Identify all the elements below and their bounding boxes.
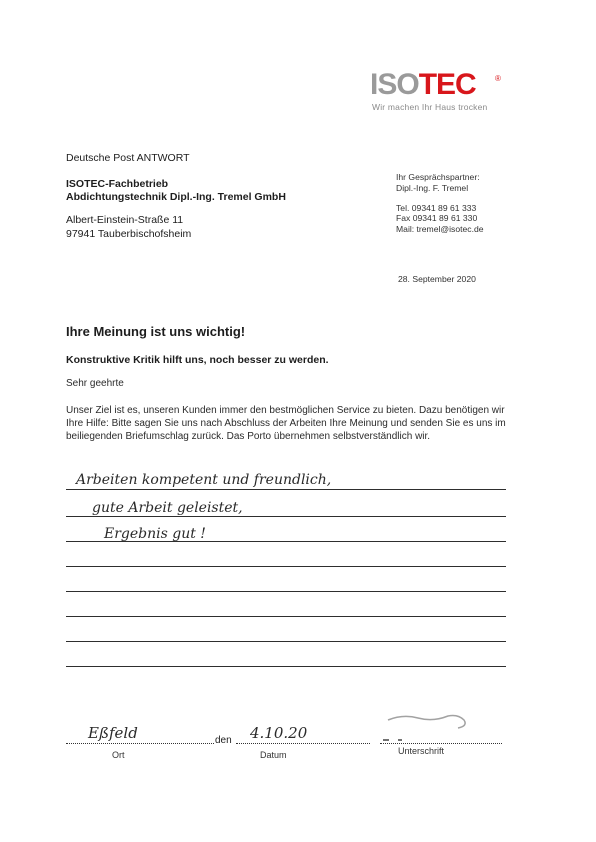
logo-slogan: Wir machen Ihr Haus trocken bbox=[372, 102, 488, 112]
logo-tec: TEC bbox=[418, 68, 476, 101]
handwritten-date: 4.10.20 bbox=[250, 724, 308, 742]
subheadline: Konstruktive Kritik hilft uns, noch besser zu werden. bbox=[66, 354, 329, 366]
logo-iso: ISO bbox=[370, 68, 419, 101]
handwritten-answer-line2: gute Arbeit geleistet, bbox=[92, 500, 243, 516]
place-dotted-line bbox=[66, 743, 214, 744]
handwritten-place: Eßfeld bbox=[88, 724, 138, 742]
isotec-logo bbox=[370, 68, 502, 114]
writing-line bbox=[66, 591, 506, 592]
logo-registered-mark: ® bbox=[495, 74, 501, 83]
contact-mail: Mail: tremel@isotec.de bbox=[396, 224, 484, 234]
writing-line bbox=[66, 666, 506, 667]
writing-line bbox=[66, 616, 506, 617]
handwritten-answer-line3: Ergebnis gut ! bbox=[104, 526, 206, 542]
body-paragraph: Unser Ziel ist es, unseren Kunden immer den bestmöglichen Service zu bieten. Dazu benötigen wir Ihre Hilfe: Bitte sagen Sie uns nach Abschluss der Arbeiten Ihre Meinung und senden Sie es uns im beiliegenden Briefumschlag zurück. Das Porto übernehmen selbstverständlich wir. bbox=[66, 405, 506, 443]
recipient-city: 97941 Tauberbischofsheim bbox=[66, 228, 192, 240]
contact-fax: Fax 09341 89 61 330 bbox=[396, 213, 478, 223]
writing-line bbox=[66, 516, 506, 517]
recipient-line1: ISOTEC-Fachbetrieb bbox=[66, 178, 169, 190]
signature-dotted-line bbox=[380, 743, 502, 744]
salutation: Sehr geehrte bbox=[66, 378, 124, 389]
place-label: Ort bbox=[112, 750, 125, 760]
signature-scribble bbox=[378, 700, 478, 748]
contact-tel: Tel. 09341 89 61 333 bbox=[396, 203, 477, 213]
sender-line: Deutsche Post ANTWORT bbox=[66, 152, 190, 164]
signature-label: Unterschrift bbox=[398, 746, 445, 756]
contact-heading: Ihr Gesprächspartner: bbox=[396, 172, 480, 182]
contact-name: Dipl.-Ing. F. Tremel bbox=[396, 183, 469, 193]
writing-line bbox=[66, 566, 506, 567]
date-label: Datum bbox=[260, 750, 287, 760]
writing-line bbox=[66, 641, 506, 642]
headline: Ihre Meinung ist uns wichtig! bbox=[66, 324, 246, 339]
letter-date: 28. September 2020 bbox=[398, 274, 476, 284]
writing-line bbox=[66, 489, 506, 490]
date-dotted-line bbox=[236, 743, 370, 744]
logo-wordmark bbox=[370, 68, 476, 102]
recipient-line2: Abdichtungstechnik Dipl.-Ing. Tremel GmbH bbox=[66, 191, 286, 203]
recipient-street: Albert-Einstein-Straße 11 bbox=[66, 214, 184, 226]
handwritten-answer-line1: Arbeiten kompetent und freundlich, bbox=[76, 472, 332, 488]
den-label: den bbox=[215, 735, 232, 746]
